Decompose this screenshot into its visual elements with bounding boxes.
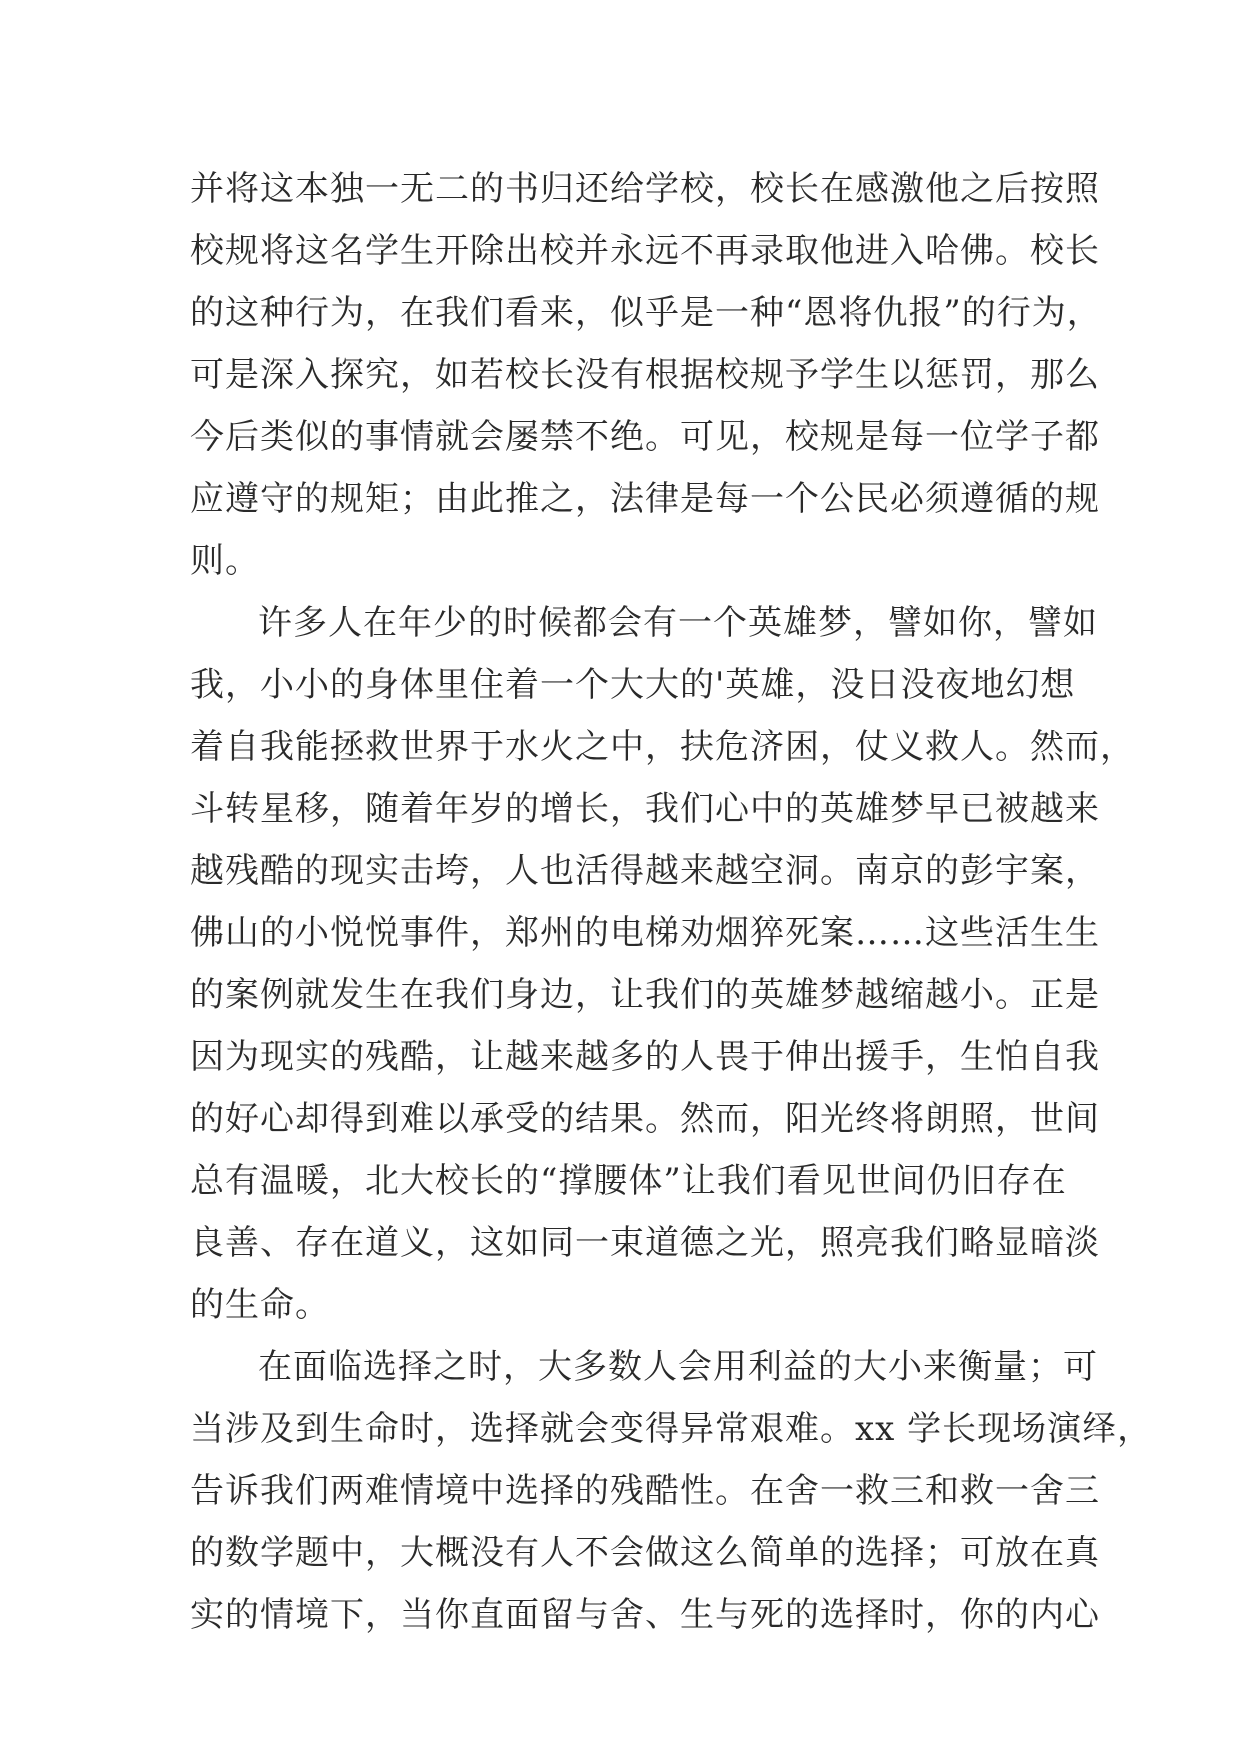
text-line: 的案例就发生在我们身边，让我们的英雄梦越缩越小。正是	[190, 975, 1100, 1015]
text-line: 则。	[190, 541, 260, 581]
text-line: 我，小小的身体里住着一个大大的'英雄，没日没夜地幻想	[190, 665, 1076, 705]
text-line: 佛山的小悦悦事件，郑州的电梯劝烟猝死案……这些活生生	[190, 913, 1100, 953]
text-line: 校规将这名学生开除出校并永远不再录取他进入哈佛。校长	[190, 231, 1100, 271]
text-line: 因为现实的残酷，让越来越多的人畏于伸出援手，生怕自我	[190, 1037, 1100, 1077]
text-line: 在面临选择之时，大多数人会用利益的大小来衡量；可	[258, 1347, 1098, 1387]
paragraph	[190, 1336, 1153, 1646]
paragraph	[190, 592, 1135, 1336]
text-line: 的数学题中，大概没有人不会做这么简单的选择；可放在真	[190, 1533, 1100, 1573]
text-line: 可是深入探究，如若校长没有根据校规予学生以惩罚，那么	[190, 355, 1100, 395]
text-line: 斗转星移，随着年岁的增长，我们心中的英雄梦早已被越来	[190, 789, 1100, 829]
text-line: 的生命。	[190, 1285, 330, 1325]
text-line: 告诉我们两难情境中选择的残酷性。在舍一救三和救一舍三	[190, 1471, 1100, 1511]
text-line: 的好心却得到难以承受的结果。然而，阳光终将朗照，世间	[190, 1099, 1100, 1139]
text-line: 并将这本独一无二的书归还给学校，校长在感激他之后按照	[190, 169, 1100, 209]
paragraph	[190, 158, 1102, 592]
text-line: 今后类似的事情就会屡禁不绝。可见，校规是每一位学子都	[190, 417, 1100, 457]
text-line: 应遵守的规矩；由此推之，法律是每一个公民必须遵循的规	[190, 479, 1100, 519]
text-line: 当涉及到生命时，选择就会变得异常艰难。xx 学长现场演绎，	[190, 1409, 1153, 1449]
text-line: 实的情境下，当你直面留与舍、生与死的选择时，你的内心	[190, 1595, 1100, 1635]
text-line: 越残酷的现实击垮，人也活得越来越空洞。南京的彭宇案，	[190, 851, 1100, 891]
text-line: 总有温暖，北大校长的“撑腰体”让我们看见世间仍旧存在	[190, 1161, 1067, 1201]
text-line: 良善、存在道义，这如同一束道德之光，照亮我们略显暗淡	[190, 1223, 1100, 1263]
text-line: 着自我能拯救世界于水火之中，扶危济困，仗义救人。然而，	[190, 727, 1135, 767]
text-line: 许多人在年少的时候都会有一个英雄梦，譬如你，譬如	[258, 603, 1098, 643]
text-line: 的这种行为，在我们看来，似乎是一种“恩将仇报”的行为，	[190, 293, 1102, 333]
document-body	[190, 158, 1153, 1646]
